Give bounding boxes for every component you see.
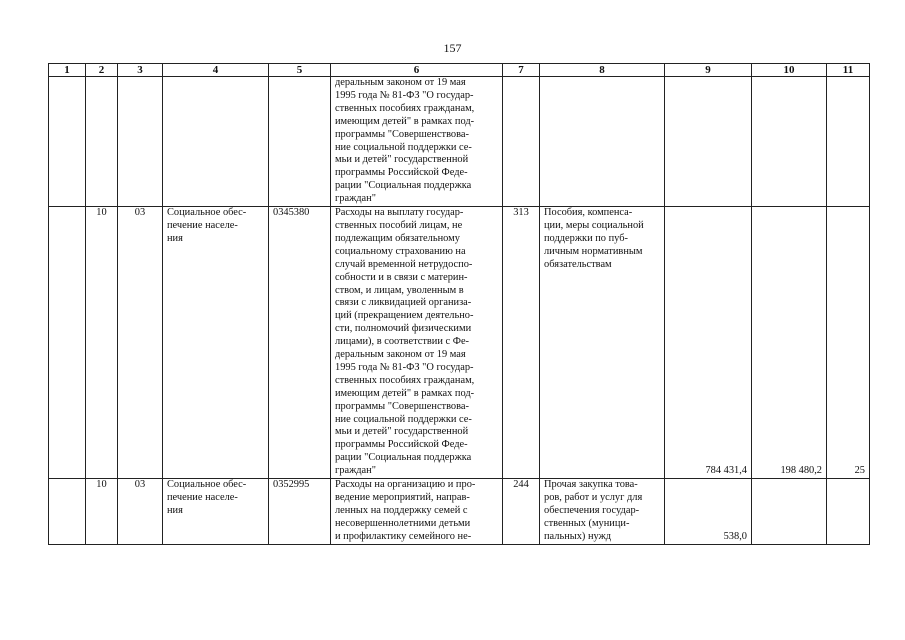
cell-subsection: 03 xyxy=(118,479,163,545)
cell-subsection xyxy=(118,77,163,207)
cell-amount-9: 538,0 xyxy=(665,479,752,545)
page-number: 157 xyxy=(443,41,462,55)
cell-section-name xyxy=(163,77,269,207)
cell-section-name: Социальное обес- печение населе- ния xyxy=(163,207,269,479)
col-header-5: 5 xyxy=(269,64,331,77)
table-row xyxy=(49,207,870,479)
cell-subsection: 03 xyxy=(118,207,163,479)
cell-description: деральным законом от 19 мая 1995 года № 81-ФЗ "О государ- ственных пособиях гражданам, имеющим детей" в рамках под- программы "Совершенствова- ние социальной поддержки се- мьи и детей" государственной программы Российской Феде- рации "Социальная поддержка граждан" xyxy=(331,77,503,207)
cell-col1 xyxy=(49,77,86,207)
cell-section xyxy=(86,77,118,207)
col-header-6: 6 xyxy=(331,64,503,77)
cell-expense-code: 313 xyxy=(503,207,540,479)
cell-col1 xyxy=(49,479,86,545)
col-header-10: 10 xyxy=(752,64,827,77)
col-header-1: 1 xyxy=(49,64,86,77)
budget-table xyxy=(48,63,870,545)
col-header-3: 3 xyxy=(118,64,163,77)
cell-section: 10 xyxy=(86,207,118,479)
cell-amount-10 xyxy=(752,77,827,207)
cell-target-code: 0352995 xyxy=(269,479,331,545)
cell-col1 xyxy=(49,207,86,479)
cell-amount-9: 784 431,4 xyxy=(665,207,752,479)
cell-expense-name: Прочая закупка това- ров, работ и услуг для обеспечения государ- ственных (муници- пальных) нужд xyxy=(540,479,665,545)
cell-section: 10 xyxy=(86,479,118,545)
col-header-9: 9 xyxy=(665,64,752,77)
cell-amount-9 xyxy=(665,77,752,207)
cell-section-name: Социальное обес- печение населе- ния xyxy=(163,479,269,545)
cell-description: Расходы на организацию и про- ведение мероприятий, направ- ленных на поддержку семей с несовершеннолетними детьми и профилактику семейного не- xyxy=(331,479,503,545)
cell-percent xyxy=(827,479,870,545)
col-header-4: 4 xyxy=(163,64,269,77)
cell-expense-name: Пособия, компенса- ции, меры социальной поддержки по пуб- личным нормативным обязательствам xyxy=(540,207,665,479)
col-header-11: 11 xyxy=(827,64,870,77)
table-row xyxy=(49,479,870,545)
header-row xyxy=(49,64,870,77)
col-header-7: 7 xyxy=(503,64,540,77)
cell-amount-10 xyxy=(752,479,827,545)
cell-expense-code xyxy=(503,77,540,207)
cell-target-code xyxy=(269,77,331,207)
table-row xyxy=(49,77,870,207)
col-header-2: 2 xyxy=(86,64,118,77)
cell-amount-10: 198 480,2 xyxy=(752,207,827,479)
col-header-8: 8 xyxy=(540,64,665,77)
cell-description: Расходы на выплату государ- ственных пособий лицам, не подлежащим обязательному социальному страхованию на случай временной нетрудоспо- собности и в связи с материн- ством, и лицам, уволенным в связи с ликвидацией организа- ций (прекращением деятельно- сти, полномочий физическими лицами), в соответствии с Фе- деральным законом от 19 мая 1995 года № 81-ФЗ "О государ- ственных пособиях гражданам, имеющим детей" в рамках под- программы "Совершенствова- ние социальной поддержки се- мьи и детей" государственной программы Российской Феде- рации "Социальная поддержка граждан" xyxy=(331,207,503,479)
cell-target-code: 0345380 xyxy=(269,207,331,479)
cell-expense-name xyxy=(540,77,665,207)
cell-expense-code: 244 xyxy=(503,479,540,545)
cell-percent xyxy=(827,77,870,207)
cell-percent: 25 xyxy=(827,207,870,479)
